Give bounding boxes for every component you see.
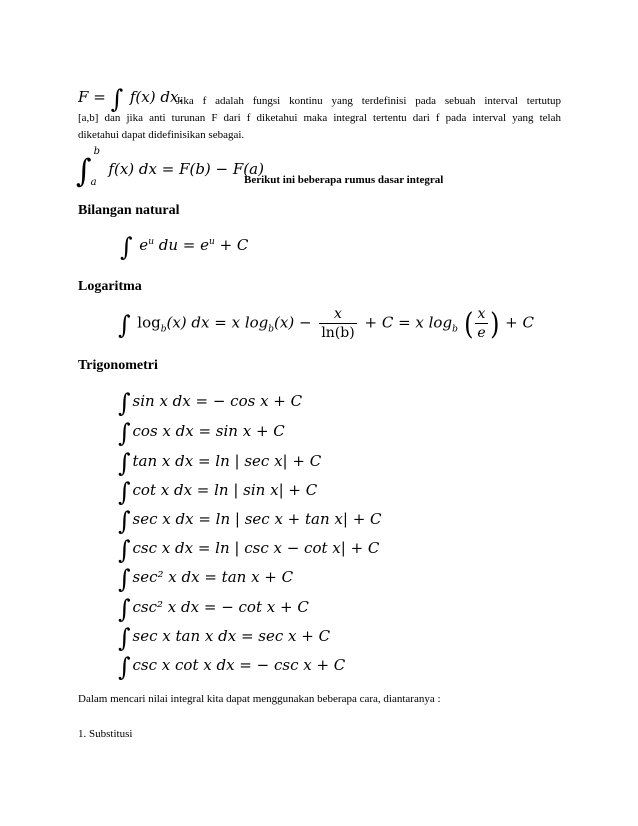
integral-sign-icon: ∫ [120,232,133,262]
left-paren-icon: ( [463,306,474,342]
trig-formula-3 [118,448,322,478]
trig-formula-2 [118,418,285,448]
trig-formula-4 [118,477,318,507]
log-sub-3: b [452,324,458,335]
log-part-3: (x) − [274,313,312,332]
integral-sign-icon: ∫ [118,652,131,682]
right-paren-icon: ) [489,306,500,342]
log-fraction-1 [319,306,356,341]
definite-integral-formula [76,146,264,190]
frac-1-denominator: ln(b) [321,325,355,341]
natural-end: + C [214,236,249,254]
integral-sign-icon: ∫ [76,153,92,190]
integral-sign-icon: ∫ [110,84,124,114]
section-heading-log: Logaritma [78,279,142,294]
integral-sign-icon: ∫ [118,388,131,418]
integral-sign-icon: ∫ [118,418,131,448]
trig-formula-8 [118,594,309,624]
trig-formula-9 [118,623,331,653]
frac-2-numerator: x [475,306,487,324]
integral-sign-icon: ∫ [118,623,131,653]
trig-expression: csc x dx = ln | csc x − cot x| + C [132,539,380,557]
trig-expression: cos x dx = sin x + C [132,422,285,440]
integral-sign-icon: ∫ [118,594,131,624]
formula-caption: Berikut ini beberapa rumus dasar integral [244,174,444,186]
trig-expression: cot x dx = ln | sin x| + C [132,481,318,499]
section-heading-trig: Trigonometri [78,358,158,373]
trig-formula-6 [118,535,380,565]
upper-limit: b [93,146,101,157]
frac-2-denominator: e [477,325,486,341]
formula-integrand: f(x) dx. [129,88,184,106]
section-heading-natural: Bilangan natural [78,203,180,218]
natural-exp-2: u [209,237,215,247]
integral-sign-icon: ∫ [118,448,131,478]
natural-formula [120,232,249,262]
trig-formula-7 [118,564,294,594]
footer-line-1: Dalam mencari nilai integral kita dapat menggunakan beberapa cara, diantaranya : [78,693,441,705]
trig-expression: sin x dx = − cos x + C [132,392,303,410]
natural-mid: du = e [153,236,209,254]
log-part-2: (x) dx = x log [166,313,269,332]
natural-exp: u [148,237,154,247]
intro-line-2: [a,b] dan jika anti turunan F dari f diketahui maka integral tertentu dari f pada interval yang telah [78,112,561,124]
frac-1-numerator: x [319,306,356,324]
integral-sign-icon: ∫ [118,309,131,340]
integral-sign-icon: ∫ [118,535,131,565]
trig-expression: csc² x dx = − cot x + C [132,598,309,616]
trig-expression: sec² x dx = tan x + C [132,568,294,586]
integral-sign-icon: ∫ [118,564,131,594]
trig-formula-5 [118,506,382,536]
intro-line-1: Jika f adalah fungsi kontinu yang terdefinisi pada sebuah interval tertutup [176,95,561,107]
log-sub-2: b [268,324,275,335]
log-fraction-2 [475,306,487,341]
trig-formula-1 [118,388,303,418]
natural-base: e [139,236,149,254]
trig-expression: sec x tan x dx = sec x + C [132,627,331,645]
lower-limit: a [90,177,97,188]
log-sub-1: b [160,324,167,335]
trig-expression: sec x dx = ln | sec x + tan x| + C [132,510,382,528]
log-part-5: + C [505,313,534,332]
integral-limits [90,146,104,188]
antiderivative-formula [78,84,184,114]
formula-equals: = [93,88,106,106]
log-part-4: + C = x log [364,313,453,332]
trig-formula-10 [118,652,346,682]
log-part-1: log [137,313,161,332]
intro-line-3: diketahui dapat didefinisikan sebagai. [78,129,245,141]
formula-lhs: F [78,88,89,106]
footer-line-2: 1. Substitusi [78,728,133,740]
definite-expression: f(x) dx = F(b) − F(a) [108,160,264,178]
integral-sign-icon: ∫ [118,506,131,536]
integral-sign-icon: ∫ [118,477,131,507]
trig-expression: tan x dx = ln | sec x| + C [132,452,322,470]
log-formula [118,306,534,342]
trig-expression: csc x cot x dx = − csc x + C [132,656,346,674]
